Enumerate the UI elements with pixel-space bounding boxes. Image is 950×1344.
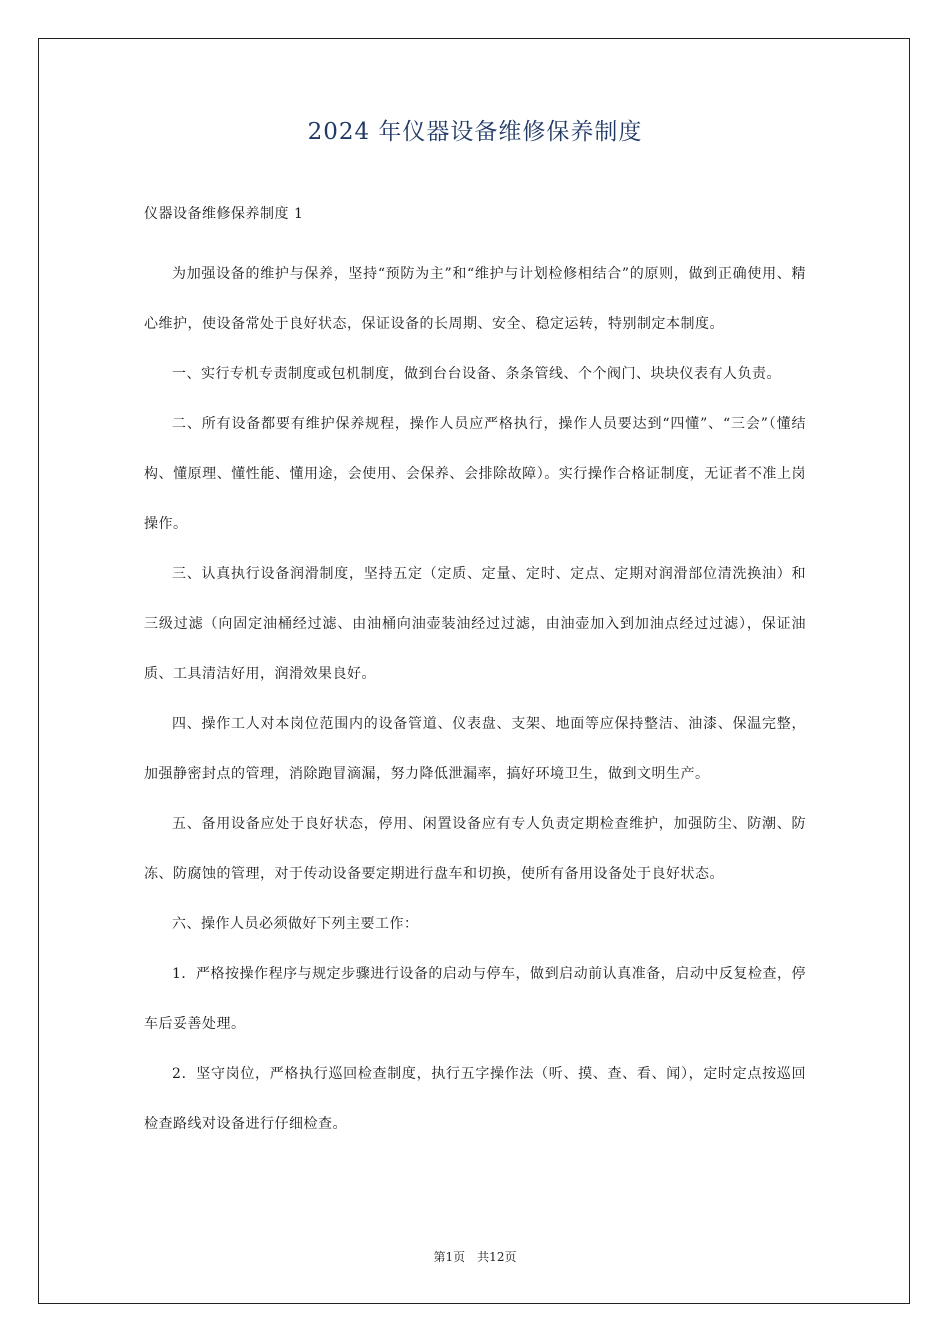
paragraph-subitem-1: 1．严格按操作程序与规定步骤进行设备的启动与停车，做到启动前认真准备，启动中反复检查，停车后妥善处理。 <box>144 966 806 1032</box>
section-heading: 仪器设备维修保养制度 1 <box>144 206 304 222</box>
document-body <box>144 198 806 1149</box>
paragraph-item-5: 五、备用设备应处于良好状态，停用、闲置设备应有专人负责定期检查维护，加强防尘、防潮、防冻、防腐蚀的管理，对于传动设备要定期进行盘车和切换，使所有备用设备处于良好状态。 <box>144 816 806 882</box>
page-number: 第1页 共12页 <box>433 1250 517 1264</box>
document-title: 2024 年仪器设备维修保养制度 <box>307 119 643 145</box>
paragraph-item-4: 四、操作工人对本岗位范围内的设备管道、仪表盘、支架、地面等应保持整洁、油漆、保温完整，加强静密封点的管理，消除跑冒滴漏，努力降低泄漏率，搞好环境卫生，做到文明生产。 <box>144 716 806 782</box>
paragraph-item-6: 六、操作人员必须做好下列主要工作： <box>172 916 419 932</box>
paragraph-item-3: 三、认真执行设备润滑制度，坚持五定（定质、定量、定时、定点、定期对润滑部位清洗换油）和三级过滤（向固定油桶经过滤、由油桶向油壶装油经过过滤，由油壶加入到加油点经过过滤），保证油质、工具清洁好用，润滑效果良好。 <box>144 566 806 682</box>
paragraph-subitem-2: 2．坚守岗位，严格执行巡回检查制度，执行五字操作法（听、摸、查、看、闻），定时定点按巡回检查路线对设备进行仔细检查。 <box>144 1066 806 1132</box>
paragraph-item-1: 一、实行专机专责制度或包机制度，做到台台设备、条条管线、个个阀门、块块仪表有人负责。 <box>172 366 781 382</box>
paragraph-intro: 为加强设备的维护与保养，坚持“预防为主”和“维护与计划检修相结合”的原则，做到正确使用、精心维护，使设备常处于良好状态，保证设备的长周期、安全、稳定运转，特别制定本制度。 <box>144 266 806 332</box>
paragraph-item-2: 二、所有设备都要有维护保养规程，操作人员应严格执行，操作人员要达到“四懂”、“三会”（懂结构、懂原理、懂性能、懂用途，会使用、会保养、会排除故障）。实行操作合格证制度，无证者不准上岗操作。 <box>144 416 806 532</box>
